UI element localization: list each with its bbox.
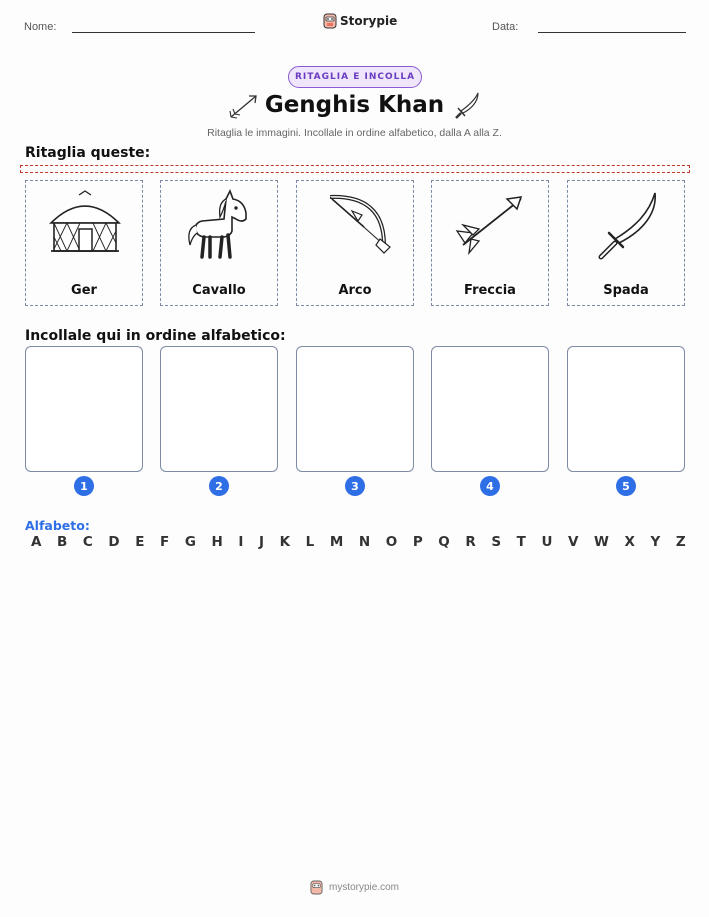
cut-guide-line — [20, 165, 690, 173]
sword-decoration-icon — [452, 90, 482, 122]
footer-url[interactable]: mystorypie.com — [328, 882, 399, 893]
alphabet-letter: G — [184, 534, 196, 550]
alphabet-letter: R — [465, 534, 476, 550]
alphabet-letter: C — [82, 534, 93, 550]
alphabet-letter: U — [541, 534, 553, 550]
slot-number-3: 3 — [345, 476, 365, 496]
date-field[interactable] — [538, 32, 686, 33]
alphabet-row — [31, 534, 686, 550]
cut-card-arco[interactable] — [296, 180, 414, 306]
alphabet-letter: H — [211, 534, 223, 550]
alphabet-letter: J — [259, 534, 265, 550]
alphabet-letter: Y — [650, 534, 661, 550]
alphabet-letter: E — [135, 534, 145, 550]
alphabet-letter: D — [108, 534, 120, 550]
paste-slot-3[interactable] — [296, 346, 414, 472]
alphabet-letter: M — [329, 534, 344, 550]
arrow-icon — [451, 187, 531, 267]
storypie-mascot-icon — [310, 880, 323, 895]
bow-icon — [316, 187, 396, 267]
alphabet-letter: F — [160, 534, 170, 550]
alphabet-letter: N — [358, 534, 371, 550]
card-label-cavallo: Cavallo — [192, 283, 246, 298]
paste-slot-2[interactable] — [160, 346, 278, 472]
alphabet-letter: Z — [675, 534, 686, 550]
brand-logo — [323, 13, 397, 29]
cut-card-freccia[interactable] — [431, 180, 549, 306]
paste-slot-4[interactable] — [431, 346, 549, 472]
alphabet-letter: I — [238, 534, 244, 550]
instructions: Ritaglia le immagini. Incollale in ordine alfabetico, dalla A alla Z. — [207, 127, 502, 139]
paste-slot-5[interactable] — [567, 346, 685, 472]
alphabet-letter: O — [385, 534, 398, 550]
slot-number-2: 2 — [209, 476, 229, 496]
alphabet-label: Alfabeto: — [25, 518, 90, 533]
cut-card-cavallo[interactable] — [160, 180, 278, 306]
alphabet-letter: T — [516, 534, 526, 550]
paste-slot-1[interactable] — [25, 346, 143, 472]
slot-number-5: 5 — [616, 476, 636, 496]
brand-name: Storypie — [340, 14, 398, 28]
card-label-ger: Ger — [71, 283, 97, 298]
date-label: Data: — [492, 21, 519, 33]
yurt-icon — [45, 187, 125, 267]
alphabet-letter: S — [491, 534, 502, 550]
name-field[interactable] — [72, 32, 255, 33]
paste-section-title: Incollale qui in ordine alfabetico: — [25, 328, 286, 344]
alphabet-letter: Q — [438, 534, 450, 550]
alphabet-letter: A — [31, 534, 42, 550]
alphabet-letter: B — [57, 534, 68, 550]
storypie-mascot-icon — [323, 13, 337, 29]
cut-card-spada[interactable] — [567, 180, 685, 306]
alphabet-letter: L — [305, 534, 315, 550]
alphabet-letter: V — [568, 534, 579, 550]
slot-number-4: 4 — [480, 476, 500, 496]
page-title: Genghis Khan — [264, 92, 445, 118]
cut-section-title: Ritaglia queste: — [25, 145, 151, 161]
alphabet-letter: P — [412, 534, 423, 550]
sword-icon — [587, 187, 667, 267]
card-label-spada: Spada — [603, 283, 649, 298]
card-label-arco: Arco — [338, 283, 372, 298]
activity-badge: RITAGLIA E INCOLLA — [288, 66, 422, 88]
alphabet-letter: K — [279, 534, 291, 550]
horse-icon — [180, 187, 260, 267]
cut-card-ger[interactable] — [25, 180, 143, 306]
alphabet-letter: W — [594, 534, 609, 550]
slot-number-1: 1 — [74, 476, 94, 496]
footer — [0, 880, 709, 895]
card-label-freccia: Freccia — [464, 283, 516, 298]
alphabet-letter: X — [624, 534, 635, 550]
name-label: Nome: — [24, 21, 57, 33]
